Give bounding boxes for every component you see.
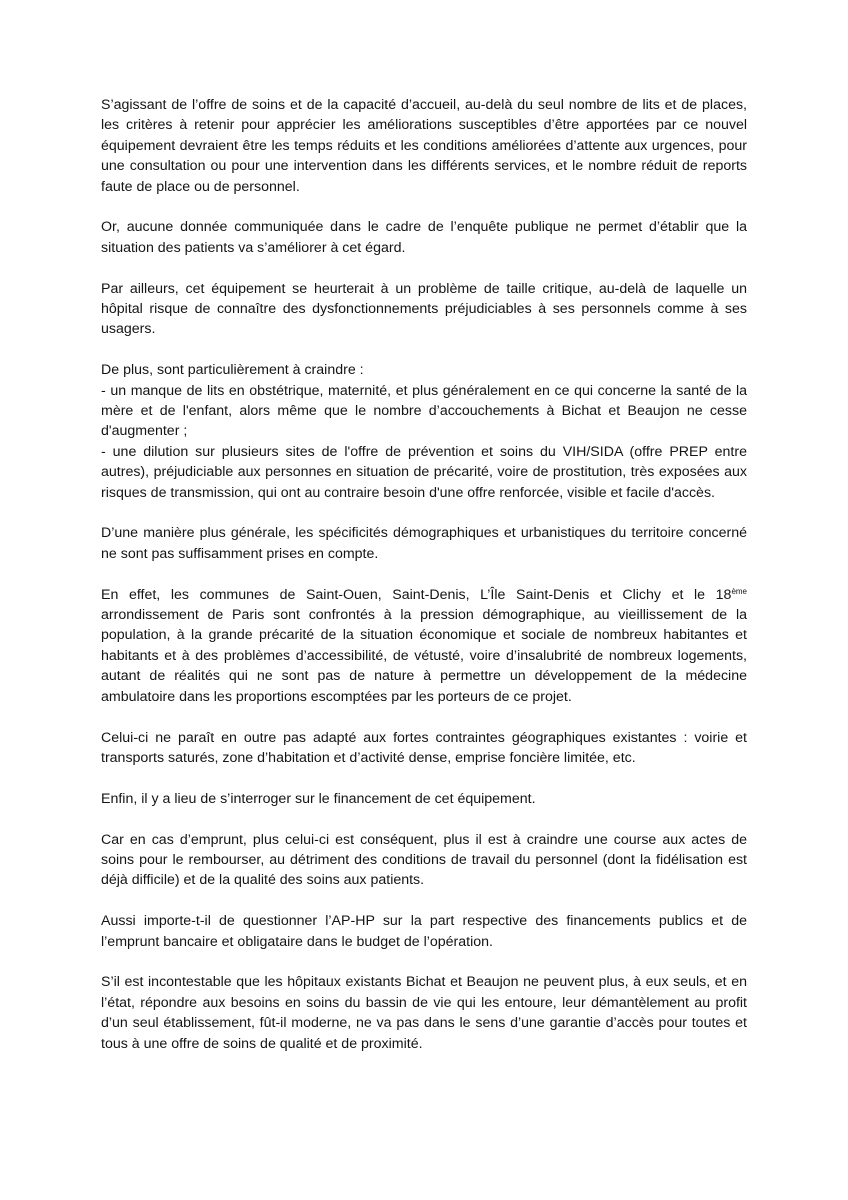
paragraph-communes [101, 585, 747, 707]
document-body [101, 95, 747, 1054]
paragraph-financement: Enfin, il y a lieu de s’interroger sur le financement de cet équipement. [101, 790, 536, 807]
paragraph-ap-hp: Aussi importe-t-il de questionner l’AP-HP sur la part respective des financements publics et de l’emprunt bancaire et obligataire dans le budget de l’opération. [101, 913, 747, 950]
paragraph-enquete-publique: Or, aucune donnée communiquée dans le cadre de l’enquête publique ne permet d’établir que la situation des patients va s’améliorer à cet égard. [101, 219, 747, 256]
paragraph-contraintes: Celui-ci ne paraît en outre pas adapté aux fortes contraintes géographiques existantes : voirie et transports saturés, zone d’habitation et d’activité dense, emprise foncière limitée, etc. [101, 729, 747, 766]
paragraph-conclusion: S’il est incontestable que les hôpitaux existants Bichat et Beaujon ne peuvent plus, à eux seuls, et en l’état, répondre aux besoins en soins du bassin de vie qui les entoure, leur démantèlement au profit d’un seul établissement, fût-il moderne, ne va pas dans le sens d’une garantie d’accès pour toutes et tous à une offre de soins de qualité et de proximité. [101, 974, 747, 1052]
ordinal-superscript: ème [731, 586, 747, 596]
list-item-vih-sida: - une dilution sur plusieurs sites de l'offre de prévention et soins du VIH/SIDA (offre PREP entre autres), préjudiciable aux personnes en situation de précarité, voire de prostitution, très exposées aux risques de transmission, qui ont au contraire besoin d'une offre renforcée, visible et facile d'accès. [101, 443, 747, 501]
paragraph-specificites: D’une manière plus générale, les spécificités démographiques et urbanistiques du territoire concerné ne sont pas suffisamment prises en compte. [101, 525, 747, 562]
list-block-risques [101, 360, 747, 503]
list-intro: De plus, sont particulièrement à craindre : [101, 362, 364, 379]
paragraph-offre-de-soins: S’agissant de l’offre de soins et de la capacité d’accueil, au-delà du seul nombre de lits et de places, les critères à retenir pour apprécier les améliorations susceptibles d’être apportées par ce nouvel équipement devraient être les temps réduits et les conditions améliorées d’attente aux urgences, pour une consultation ou pour une intervention dans les différents services, et le nombre réduit de reports faute de place ou de personnel. [101, 97, 747, 195]
paragraph-taille-critique: Par ailleurs, cet équipement se heurterait à un problème de taille critique, au-delà de laquelle un hôpital risque de connaître des dysfonctionnements préjudiciables à ses personnels comme à ses usagers. [101, 280, 747, 338]
communes-text-start: En effet, les communes de Saint-Ouen, Saint-Denis, L’Île Saint-Denis et Clichy et le 18 [101, 586, 732, 603]
communes-text-end: arrondissement de Paris sont confrontés à la pression démographique, au vieillissement de la population, à la grande précarité de la situation économique et sociale de nombreux habitantes et habitants et à des problèmes d’accessibilité, de vétusté, voire d’insalubrité de nombreux logements, autant de réalités qui ne sont pas de nature à permettre un développement de la médecine ambulatoire dans les proportions escomptées par les porteurs de ce projet. [101, 607, 747, 705]
paragraph-emprunt: Car en cas d’emprunt, plus celui-ci est conséquent, plus il est à craindre une course aux actes de soins pour le rembourser, au détriment des conditions de travail du personnel (dont la fidélisation est déjà difficile) et de la qualité des soins aux patients. [101, 831, 747, 889]
list-item-obstetrique: - un manque de lits en obstétrique, maternité, et plus généralement en ce qui concerne la santé de la mère et de l'enfant, alors même que le nombre d’accouchements à Bichat et Beaujon ne cesse d'augmenter ; [101, 382, 747, 440]
